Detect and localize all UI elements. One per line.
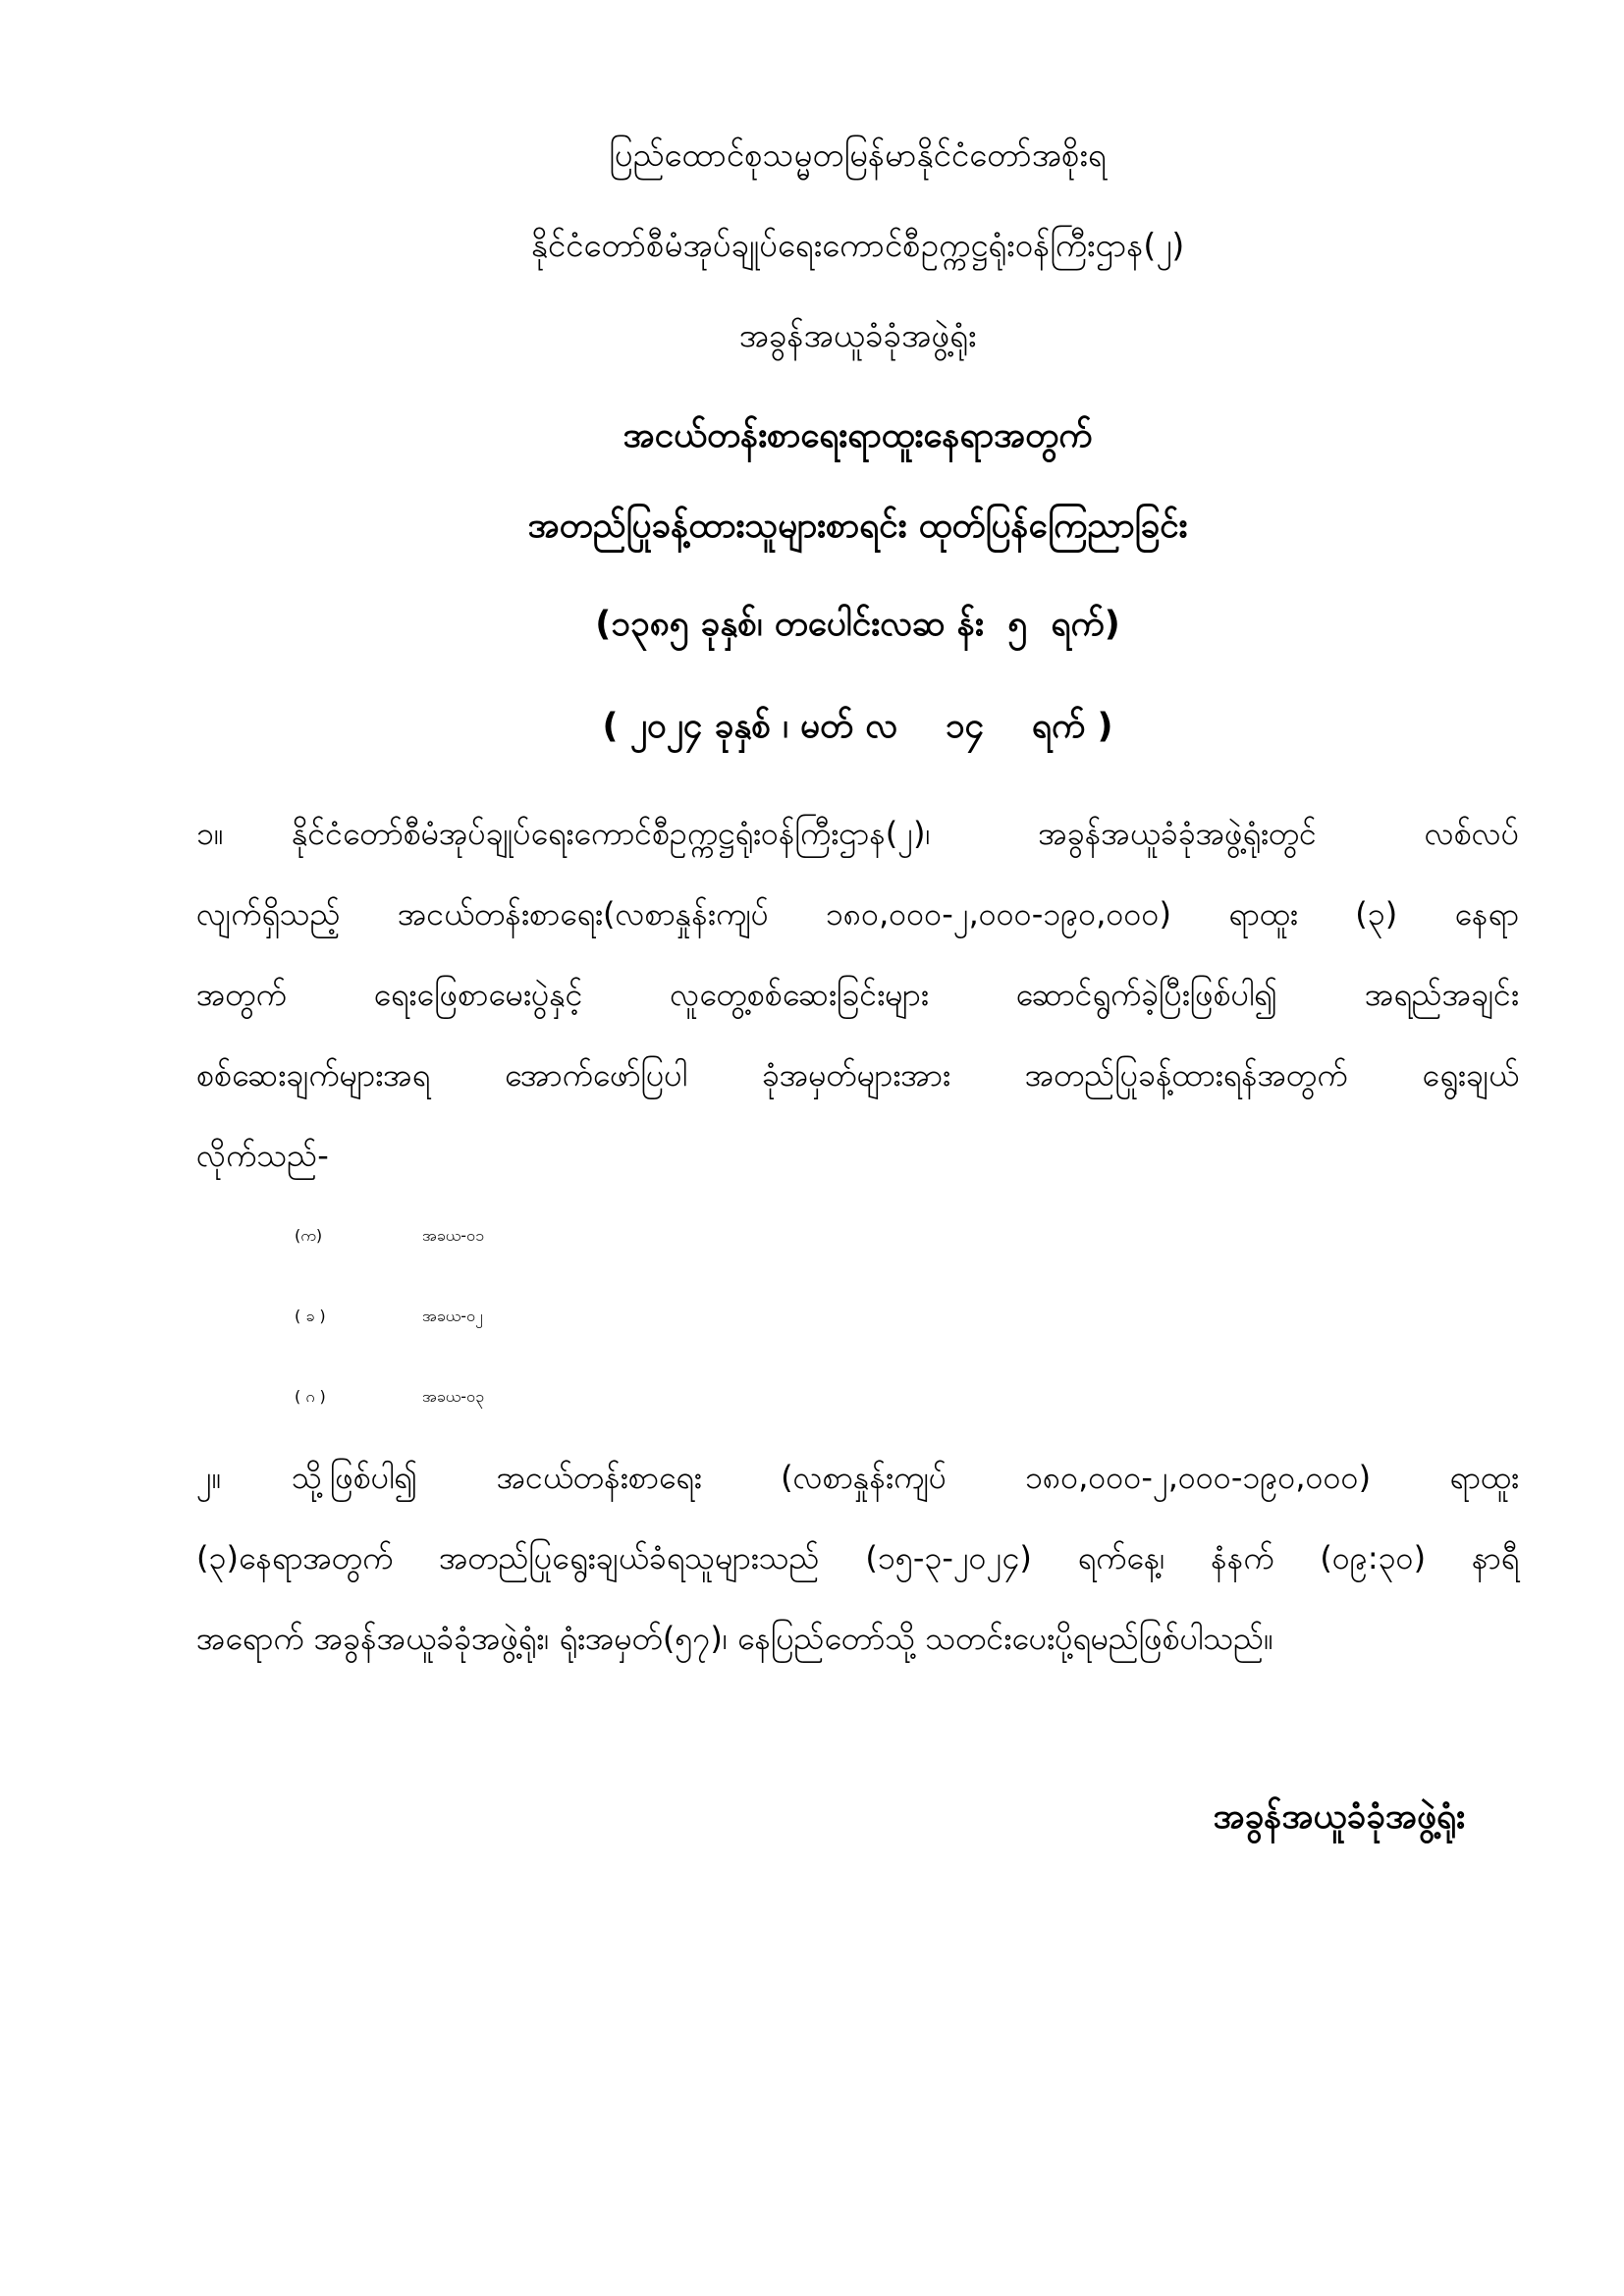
paragraph-1 xyxy=(196,793,1519,1196)
paragraph-1-line-1 xyxy=(196,793,1519,874)
list-item-value: အခယ-၀၃ xyxy=(422,1387,484,1406)
government-name-line: ပြည်ထောင်စုသမ္မတမြန်မာနိုင်ငံတော်အစိုးရ xyxy=(609,135,1107,174)
paragraph-1-line-4: စစ်ဆေးချက်များအရ အောက်ဖော်ပြပါ ခုံအမှတ်များအား အတည်ပြုခန့်ထားရန်အတွက် ရွေးချယ် xyxy=(196,1056,1519,1094)
paragraph-1-number: ၁။ xyxy=(196,815,224,852)
paragraph-1-line-2: လျက်ရှိသည့် အငယ်တန်းစာရေး(လစာနှုန်းကျပ် ၁၈၀,၀၀၀-၂,၀၀၀-၁၉၀,၀၀၀) ရာထူး (၃) နေရာ xyxy=(196,895,1519,933)
paragraph-1-line-5: လိုက်သည်- xyxy=(196,1137,329,1174)
letterhead xyxy=(196,110,1519,381)
paragraph-2-line-1 xyxy=(196,1437,1519,1518)
list-item xyxy=(295,1357,1519,1437)
list-item xyxy=(295,1276,1519,1357)
ministry-name-line: နိုင်ငံတော်စီမံအုပ်ချုပ်ရေးကောင်စီဥက္ကဋ္ဌရုံးဝန်ကြီးဌာန(၂) xyxy=(530,226,1185,264)
paragraph-2-line-2: (၃)နေရာအတွက် အတည်ပြုရွေးချယ်ခံရသူများသည် (၁၅-၃-၂၀၂၄) ရက်နေ့၊ နံနက် (၀၉:၃၀) နာရီ xyxy=(196,1539,1519,1576)
document-title-line-2: အတည်ပြုခန့်ထားသူများစာရင်း ထုတ်ပြန်ကြေညာခြင်း xyxy=(527,507,1188,546)
list-item-label: (က) xyxy=(295,1226,323,1245)
list-item-value: အခယ-၀၁ xyxy=(422,1226,484,1245)
list-item-value: အခယ-၀၂ xyxy=(422,1307,483,1325)
gregorian-date: ( ၂၀၂၄ ခုနှစ် ၊ မတ် လ ၁၄ ရက် ) xyxy=(602,707,1113,746)
office-name-line: အခွန်အယူခံခုံအဖွဲ့ရုံး xyxy=(738,316,977,354)
list-item-label: ( ခ ) xyxy=(295,1307,326,1325)
paragraph-1-text: နိုင်ငံတော်စီမံအုပ်ချုပ်ရေးကောင်စီဥက္ကဋ္ဌရုံးဝန်ကြီးဌာန(၂)၊ အခွန်အယူခံခုံအဖွဲ့ရုံးတွင် လစ်လပ် xyxy=(292,815,1519,852)
paragraph-2-line-3: အရောက် အခွန်အယူခံခုံအဖွဲ့ရုံး၊ ရုံးအမှတ်(၅၇)၊ နေပြည်တော်သို့ သတင်းပေးပို့ရမည်ဖြစ်ပါသည်။ xyxy=(196,1620,1273,1657)
list-item xyxy=(295,1196,1519,1276)
myanmar-calendar-date: (၁၃၈၅ ခုနှစ်၊ တပေါင်းလဆ န်း ၅ ရက်) xyxy=(595,605,1120,644)
paragraph-2-text: သို့ဖြစ်ပါ၍ အငယ်တန်းစာရေး (လစာနှုန်းကျပ် ၁၈၀,၀၀၀-၂,၀၀၀-၁၉၀,၀၀၀) ရာထူး xyxy=(292,1459,1519,1496)
signature-office-name: အခွန်အယူခံခုံအဖွဲ့ရုံး xyxy=(1213,1797,1465,1837)
paragraph-2-number: ၂။ xyxy=(196,1459,222,1496)
list-item-label: ( ဂ ) xyxy=(295,1387,326,1406)
paragraph-1-line-3: အတွက် ရေးဖြေစာမေးပွဲနှင့် လူတွေ့စစ်ဆေးခြင်းများ ဆောင်ရွက်ခဲ့ပြီးဖြစ်ပါ၍ အရည်အချင်း xyxy=(196,976,1519,1013)
document-body xyxy=(196,0,1519,1857)
selected-roll-number-list xyxy=(196,1196,1519,1437)
paragraph-2 xyxy=(196,1437,1519,1679)
document-title-line-1: အငယ်တန်းစာရေးရာထူးနေရာအတွက် xyxy=(623,416,1093,455)
